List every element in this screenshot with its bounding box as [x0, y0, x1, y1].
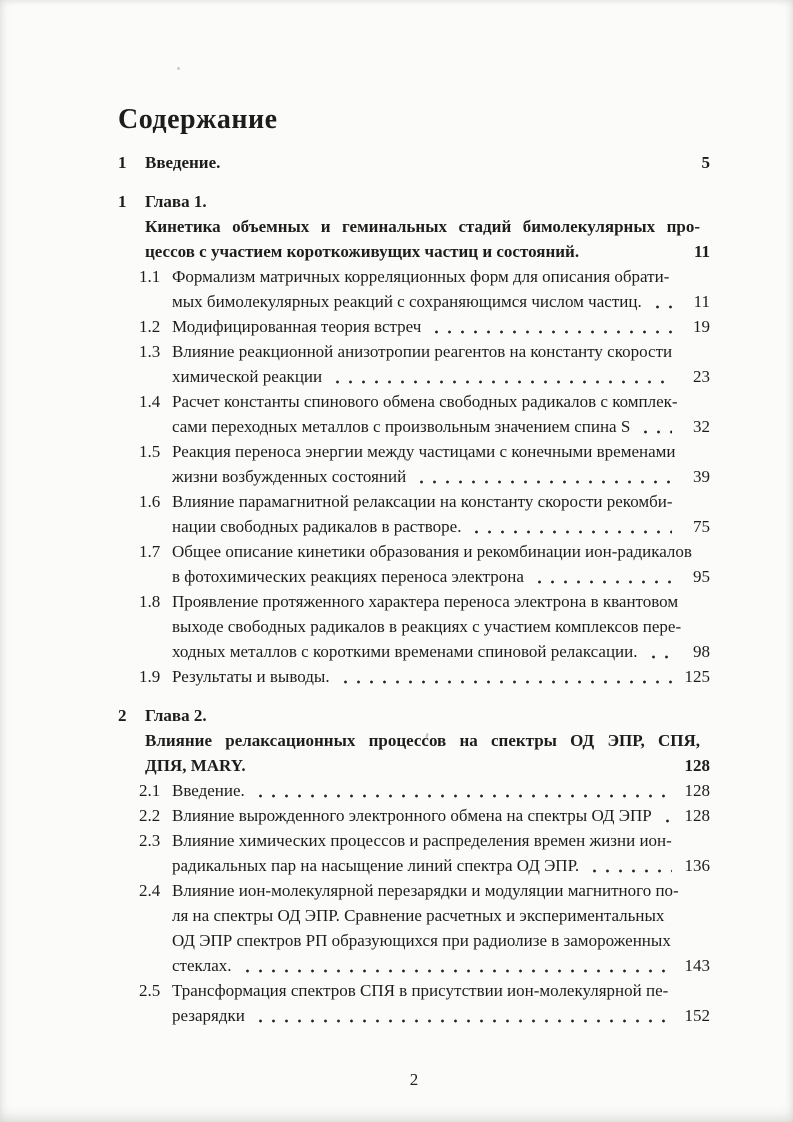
toc-entry [118, 339, 710, 389]
entry-last-line [172, 664, 710, 689]
entry-line: ля на спектры ОД ЭПР. Сравнение расчетных и экспериментальных [172, 906, 665, 925]
dot-leader [584, 853, 672, 878]
entry-last-line [172, 364, 710, 389]
entry-line: Влияние химических процессов и распределения времен жизни ион- [172, 831, 672, 850]
entry-last-line [172, 414, 710, 439]
entry-last-line [172, 464, 710, 489]
entry-page-number: 39 [693, 467, 710, 486]
entry-line: Глава 2. [145, 706, 207, 725]
toc-entry [118, 389, 710, 439]
entry-lines [172, 314, 710, 339]
entry-last-line [172, 289, 710, 314]
toc-entry [118, 878, 710, 978]
entry-line: Реакция переноса энергии между частицами с конечными временами [172, 442, 676, 461]
entry-line: Кинетика объемных и геминальных стадий бимолекулярных про- [145, 217, 700, 236]
entry-line: Результаты и выводы. [172, 667, 330, 686]
entry-lines [172, 439, 710, 489]
entry-line: мых бимолекулярных реакций с сохраняющимся числом частиц. [172, 292, 642, 311]
entry-line: ОД ЭПР спектров РП образующихся при радиолизе в замороженных [172, 931, 671, 950]
entry-lines [172, 539, 710, 589]
toc-entry [118, 539, 710, 589]
entry-lines [172, 878, 710, 978]
entry-page-number: 125 [684, 667, 710, 686]
entry-page-number: 11 [693, 292, 710, 311]
entry-last-line [172, 639, 710, 664]
entry-number: 1.9 [139, 667, 161, 686]
dot-leader [635, 414, 672, 439]
entry-last-line [145, 239, 710, 264]
entry-page-number: 5 [701, 153, 710, 172]
entry-page-number: 32 [693, 417, 710, 436]
toc-entry [118, 264, 710, 314]
entry-line: Влияние парамагнитной релаксации на константу скорости рекомби- [172, 492, 673, 511]
entry-last-line [145, 150, 710, 175]
dot-leader [335, 664, 672, 689]
entry-number: 1.7 [139, 542, 161, 561]
entry-lines [145, 150, 710, 175]
entry-line: резарядки [172, 1006, 245, 1025]
dot-leader [529, 564, 672, 589]
entry-page-number: 95 [693, 567, 710, 586]
toc-entry [118, 314, 710, 339]
entry-number: 2.3 [139, 831, 161, 850]
entry-line: цессов с участием короткоживущих частиц и состояний. [145, 242, 580, 261]
entry-line: стеклах. [172, 956, 232, 975]
dot-leader [643, 639, 673, 664]
entry-number: 2.4 [139, 881, 161, 900]
entry-line: ДПЯ, MARY. [145, 756, 246, 775]
entry-page-number: 75 [693, 517, 710, 536]
entry-number: 1.3 [139, 342, 161, 361]
entry-line: химической реакции [172, 367, 323, 386]
page-title: Содержание [118, 104, 278, 135]
dot-leader [250, 778, 672, 803]
toc-entry [118, 489, 710, 539]
entry-line: Влияние ион-молекулярной перезарядки и модуляции магнитного по- [172, 881, 679, 900]
entry-number: 1.4 [139, 392, 161, 411]
entry-line: Формализм матричных корреляционных форм для описания обрати- [172, 267, 670, 286]
dot-leader [466, 514, 672, 539]
entry-line: радикальных пар на насыщение линий спектра ОД ЭПР. [172, 856, 580, 875]
entry-page-number: 11 [693, 242, 710, 261]
entry-lines [172, 778, 710, 803]
toc-entry [118, 150, 710, 175]
entry-page-number: 23 [693, 367, 710, 386]
entry-line: Общее описание кинетики образования и рекомбинации ион-радикалов [172, 542, 692, 561]
dot-leader [327, 364, 672, 389]
scan-artifact [177, 67, 180, 70]
entry-line: Модифицированная теория встреч [172, 317, 422, 336]
toc-entry [118, 664, 710, 689]
toc-entry [118, 978, 710, 1028]
toc-entry [118, 803, 710, 828]
dot-leader [426, 314, 672, 339]
toc-content [118, 104, 710, 1028]
entry-line: жизни возбужденных состояний [172, 467, 407, 486]
entry-number: 1 [118, 153, 127, 172]
entry-lines [172, 489, 710, 539]
entry-last-line [172, 564, 710, 589]
entry-lines [172, 828, 710, 878]
entry-lines [172, 664, 710, 689]
entry-line: Введение. [172, 781, 245, 800]
entry-page-number: 152 [684, 1006, 710, 1025]
entry-page-number: 136 [684, 856, 710, 875]
toc-entry [118, 828, 710, 878]
entry-number: 1.6 [139, 492, 161, 511]
dot-leader [647, 289, 672, 314]
entry-line: Влияние релаксационных процессов на спектры ОД ЭПР, СПЯ, [145, 731, 700, 750]
entry-lines [145, 703, 710, 778]
footer-page-number: 2 [409, 1070, 419, 1089]
entry-number: 1.1 [139, 267, 161, 286]
dot-leader [250, 1003, 672, 1028]
entry-number: 2.2 [139, 806, 161, 825]
dot-leader [411, 464, 672, 489]
entry-line: Расчет константы спинового обмена свободных радикалов с комплек- [172, 392, 678, 411]
entry-lines [172, 803, 710, 828]
entry-line: Трансформация спектров СПЯ в присутствии ион-молекулярной пе- [172, 981, 669, 1000]
entry-line: ходных металлов с короткими временами спиновой релаксации. [172, 642, 638, 661]
entry-last-line [172, 314, 710, 339]
entry-line: сами переходных металлов с произвольным значением спина S [172, 417, 631, 436]
entry-lines [145, 189, 710, 264]
entry-last-line [172, 953, 710, 978]
toc-entry [118, 189, 710, 264]
entry-last-line [172, 778, 710, 803]
entry-last-line [172, 514, 710, 539]
entry-lines [172, 389, 710, 439]
entry-line: Влияние реакционной анизотропии реагентов на константу скорости [172, 342, 673, 361]
entry-number: 1.5 [139, 442, 161, 461]
entry-lines [172, 339, 710, 389]
entry-page-number: 128 [684, 756, 710, 775]
entry-last-line [172, 803, 710, 828]
entry-number: 2.1 [139, 781, 161, 800]
entry-line: Влияние вырожденного электронного обмена на спектры ОД ЭПР [172, 806, 652, 825]
toc-entry [118, 439, 710, 489]
entry-lines [172, 264, 710, 314]
entry-lines [172, 589, 710, 664]
entry-line: в фотохимических реакциях переноса электрона [172, 567, 524, 586]
entry-number: 2.5 [139, 981, 161, 1000]
entry-lines [172, 978, 710, 1028]
entry-last-line [172, 1003, 710, 1028]
entry-line: Глава 1. [145, 192, 207, 211]
dot-leader [657, 803, 672, 828]
entry-number: 1.8 [139, 592, 161, 611]
toc-entry [118, 589, 710, 664]
entry-page-number: 143 [684, 956, 710, 975]
entry-number: 1.2 [139, 317, 161, 336]
entry-line: выходе свободных радикалов в реакциях с участием комплексов пере- [172, 617, 682, 636]
entry-page-number: 128 [684, 781, 710, 800]
entry-page-number: 98 [693, 642, 710, 661]
entry-line: Проявление протяженного характера переноса электрона в квантовом [172, 592, 679, 611]
entry-last-line [145, 753, 710, 778]
entry-line: нации свободных радикалов в растворе. [172, 517, 462, 536]
toc-entry [118, 703, 710, 778]
entry-number: 1 [118, 192, 127, 211]
toc-entries [118, 150, 710, 1028]
toc-entry [118, 778, 710, 803]
entry-last-line [172, 853, 710, 878]
entry-line: Введение. [145, 153, 221, 172]
entry-number: 2 [118, 706, 127, 725]
dot-leader [237, 953, 672, 978]
entry-page-number: 19 [693, 317, 710, 336]
entry-page-number: 128 [684, 806, 710, 825]
